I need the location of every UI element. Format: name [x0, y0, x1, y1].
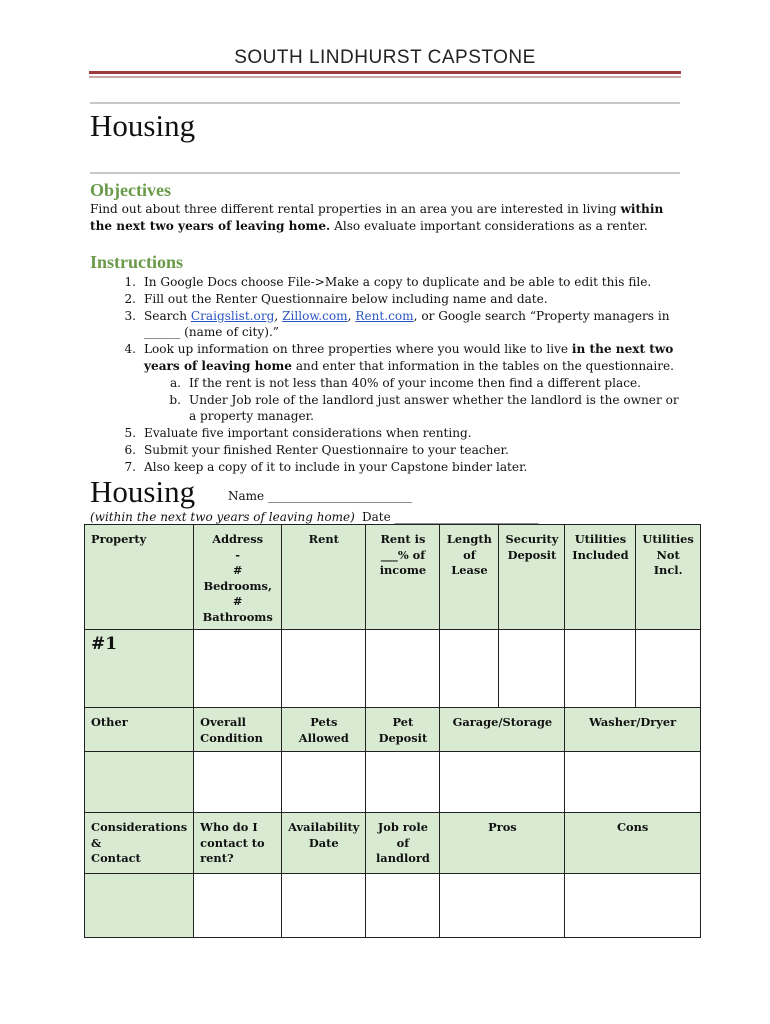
availability-input-cell[interactable] — [282, 874, 366, 938]
list-item: 1. In Google Docs choose File->Make a copy to duplicate and be able to edit this file. — [124, 275, 652, 289]
list-item: 6. Submit your finished Renter Questionnaire to your teacher. — [124, 442, 509, 457]
objectives-text: Find out about three different rental properties in an area you are interested in living within the next two years of leaving home. Also evaluate important considerations as a renter. — [90, 202, 664, 233]
header-cell: Security Deposit — [499, 525, 565, 630]
pets-input-cell[interactable] — [282, 752, 366, 813]
table-row — [85, 874, 701, 938]
questionnaire-title: Housing — [90, 474, 196, 509]
table-row — [85, 708, 701, 752]
name-field[interactable]: Name ________________________ — [228, 489, 412, 503]
header-rule — [89, 71, 681, 74]
page-title: Housing — [90, 108, 196, 143]
header-cell: Pros — [440, 813, 565, 874]
job-role-input-cell[interactable] — [366, 874, 440, 938]
table-row — [85, 525, 701, 630]
garage-input-cell[interactable] — [440, 752, 565, 813]
blank-cell — [85, 874, 194, 938]
header-cell: Utilities Included — [565, 525, 636, 630]
header-rule-thin — [89, 76, 681, 78]
header-cell: Garage/Storage — [440, 708, 565, 752]
property-number-cell: #1 — [85, 630, 194, 708]
header-cell: Other — [85, 708, 194, 752]
objectives-heading: Objectives — [90, 180, 171, 200]
table-row — [85, 813, 701, 874]
header-cell: Address - # Bedrooms, # Bathrooms — [194, 525, 282, 630]
list-item: 4. Look up information on three properties where you would like to live in the next two years of leaving home and enter that information in the tables on the questionnaire. — [124, 342, 675, 373]
blank-cell — [85, 752, 194, 813]
zillow-link[interactable]: Zillow.com — [282, 308, 348, 323]
header-cell: Pets Allowed — [282, 708, 366, 752]
header-cell: Cons — [565, 813, 700, 874]
header-cell: Considerations & Contact — [85, 813, 194, 874]
list-item: 2. Fill out the Renter Questionnaire below including name and date. — [124, 291, 548, 306]
date-field[interactable]: Date ________________________ — [362, 510, 539, 524]
questionnaire-subtitle: (within the next two years of leaving home) — [90, 510, 355, 524]
header-cell: Utilities Not Incl. — [636, 525, 700, 630]
header-title: SOUTH LINDHURST CAPSTONE — [234, 47, 536, 68]
lease-input-cell[interactable] — [440, 630, 499, 708]
rent-link[interactable]: Rent.com — [355, 308, 414, 323]
washer-input-cell[interactable] — [565, 752, 700, 813]
rent-input-cell[interactable] — [282, 630, 366, 708]
utilities-not-included-input-cell[interactable] — [636, 630, 700, 708]
header-cell: Rent is ___% of income — [366, 525, 440, 630]
contact-input-cell[interactable] — [194, 874, 282, 938]
cons-input-cell[interactable] — [565, 874, 700, 938]
divider — [90, 102, 680, 104]
header-cell: Who do I contact to rent? — [194, 813, 282, 874]
instructions-heading: Instructions — [90, 252, 184, 272]
header-cell: Rent — [282, 525, 366, 630]
header-cell: Availability Date — [282, 813, 366, 874]
address-input-cell[interactable] — [194, 630, 282, 708]
divider — [90, 172, 680, 174]
sub-list-item: b. Under Job role of the landlord just answer whether the landlord is the owner or a property manager. — [169, 392, 679, 424]
table-row — [85, 630, 701, 708]
header-cell: Pet Deposit — [366, 708, 440, 752]
header-cell: Property — [85, 525, 194, 630]
header-cell: Length of Lease — [440, 525, 499, 630]
instructions-list — [90, 274, 680, 476]
deposit-input-cell[interactable] — [499, 630, 565, 708]
table-row — [85, 752, 701, 813]
housing-table — [84, 524, 701, 938]
sub-list-item: a. If the rent is not less than 40% of your income then find a different place. — [169, 375, 641, 390]
header-cell: Washer/Dryer — [565, 708, 700, 752]
rent-percent-input-cell[interactable] — [366, 630, 440, 708]
condition-input-cell[interactable] — [194, 752, 282, 813]
header-cell: Overall Condition — [194, 708, 282, 752]
utilities-included-input-cell[interactable] — [565, 630, 636, 708]
pros-input-cell[interactable] — [440, 874, 565, 938]
header-cell: Job role of landlord — [366, 813, 440, 874]
list-item: 7. Also keep a copy of it to include in your Capstone binder later. — [124, 459, 528, 474]
list-item: 3. Search Craigslist.org, Zillow.com, Rent.com, or Google search “Property managers in ______ (name of city).” — [124, 308, 670, 340]
pet-deposit-input-cell[interactable] — [366, 752, 440, 813]
list-item: 5. Evaluate five important considerations when renting. — [124, 426, 472, 441]
craigslist-link[interactable]: Craigslist.org — [190, 308, 275, 323]
